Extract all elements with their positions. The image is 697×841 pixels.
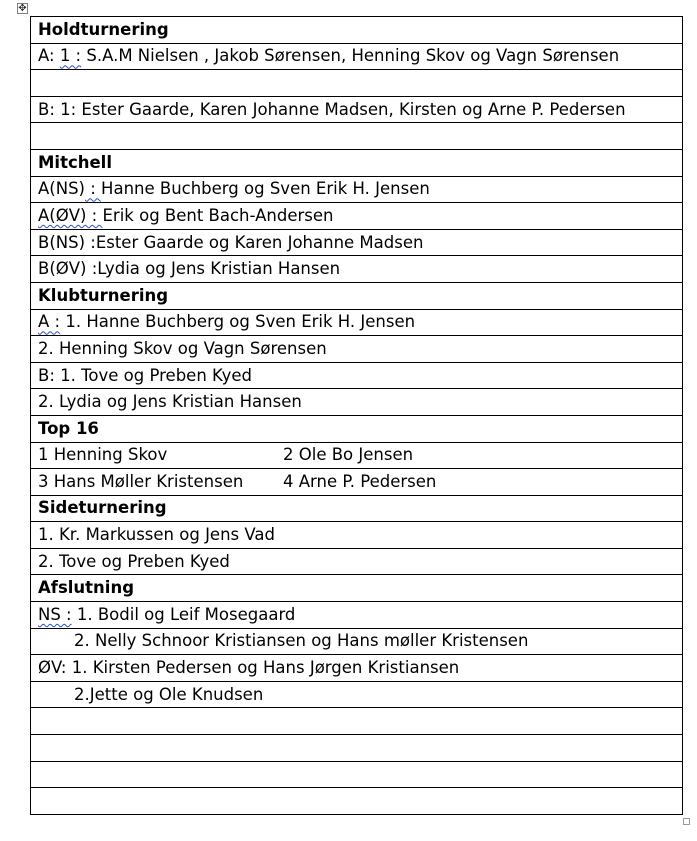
hold-a-place: 1 : — [59, 46, 82, 66]
table-row — [31, 681, 683, 708]
klub-b-1: B: 1. Tove og Preben Kyed — [31, 362, 683, 389]
heading-holdturnering: Holdturnering — [31, 17, 683, 44]
top16-player-3: 3 Hans Møller Kristensen — [38, 471, 244, 491]
side-row-1: 1. Kr. Markussen og Jens Vad — [31, 522, 683, 549]
mitchell-text: Erik og Bent Bach-Andersen — [102, 205, 334, 225]
mitchell-row-3: B(NS) :Ester Gaarde og Karen Johanne Madsen — [31, 229, 683, 256]
side-row-2: 2. Tove og Preben Kyed — [31, 548, 683, 575]
table-row — [31, 43, 683, 70]
table-row-empty — [31, 708, 683, 735]
hold-a-cell — [31, 43, 683, 70]
table-row — [31, 336, 683, 363]
mitchell-row-4: B(ØV) :Lydia og Jens Kristian Hansen — [31, 256, 683, 283]
afslutning-ns-label: NS : — [38, 604, 72, 624]
heading-klubturnering: Klubturnering — [31, 282, 683, 309]
top16-row-1 — [31, 442, 683, 469]
klub-a-1 — [31, 309, 683, 336]
table-row — [31, 229, 683, 256]
table-row — [31, 628, 683, 655]
table-row — [31, 389, 683, 416]
table-row — [31, 495, 683, 522]
table-row — [31, 176, 683, 203]
top16-player-2: 2 Ole Bo Jensen — [283, 445, 414, 465]
table-row — [31, 469, 683, 496]
table-row — [31, 282, 683, 309]
table-resize-handle[interactable] — [683, 818, 690, 825]
table-row — [31, 149, 683, 176]
table-row — [31, 256, 683, 283]
empty-cell — [31, 123, 683, 150]
table-row-empty — [31, 788, 683, 815]
klub-a-2: 2. Henning Skov og Vagn Sørensen — [31, 336, 683, 363]
mitchell-label-ans: A(NS) — [38, 179, 85, 199]
afslutning-ov-2: 2.Jette og Ole Knudsen — [31, 681, 683, 708]
table-row-empty — [31, 70, 683, 97]
afslutning-ns-text: 1. Bodil og Leif Mosegaard — [71, 604, 296, 624]
heading-sideturnering: Sideturnering — [31, 495, 683, 522]
empty-cell — [31, 735, 683, 762]
hold-a-prefix: A: — [38, 46, 60, 66]
table-row-empty — [31, 123, 683, 150]
afslutning-ns-2: 2. Nelly Schnoor Kristiansen og Hans møller Kristensen — [31, 628, 683, 655]
hold-b-cell: B: 1: Ester Gaarde, Karen Johanne Madsen, Kirsten og Arne P. Pedersen — [31, 96, 683, 123]
heading-afslutning: Afslutning — [31, 575, 683, 602]
table-row — [31, 655, 683, 682]
table-row — [31, 548, 683, 575]
mitchell-row-1 — [31, 176, 683, 203]
klub-a-text: 1. Hanne Buchberg og Sven Erik H. Jensen — [60, 312, 416, 332]
mitchell-text: Hanne Buchberg og Sven Erik H. Jensen — [101, 179, 430, 199]
heading-top16: Top 16 — [31, 415, 683, 442]
top16-player-1: 1 Henning Skov — [38, 445, 168, 465]
empty-cell — [31, 761, 683, 788]
mitchell-sep: : — [84, 179, 102, 199]
table-row-empty — [31, 735, 683, 762]
top16-player-4: 4 Arne P. Pedersen — [283, 471, 437, 491]
empty-cell — [31, 788, 683, 815]
table-row — [31, 362, 683, 389]
table-row — [31, 203, 683, 230]
table-row — [31, 96, 683, 123]
hold-a-text: S.A.M Nielsen , Jakob Sørensen, Henning Skov og Vagn Sørensen — [81, 46, 620, 66]
empty-cell — [31, 70, 683, 97]
mitchell-label-aov: A(ØV) : — [38, 205, 103, 225]
table-row — [31, 575, 683, 602]
empty-cell — [31, 708, 683, 735]
table-row — [31, 522, 683, 549]
table-row — [31, 602, 683, 629]
afslutning-ns-1 — [31, 602, 683, 629]
afslutning-ov-1: ØV: 1. Kirsten Pedersen og Hans Jørgen Kristiansen — [31, 655, 683, 682]
heading-mitchell: Mitchell — [31, 149, 683, 176]
table-row — [31, 17, 683, 44]
table-row — [31, 415, 683, 442]
table-row-empty — [31, 761, 683, 788]
klub-b-2: 2. Lydia og Jens Kristian Hansen — [31, 389, 683, 416]
table-move-handle-icon[interactable]: ✥ — [18, 3, 27, 14]
table-row — [31, 309, 683, 336]
mitchell-row-2 — [31, 203, 683, 230]
table-row — [31, 442, 683, 469]
results-table — [30, 16, 683, 815]
top16-row-2 — [31, 469, 683, 496]
klub-a-label: A : — [38, 312, 61, 332]
